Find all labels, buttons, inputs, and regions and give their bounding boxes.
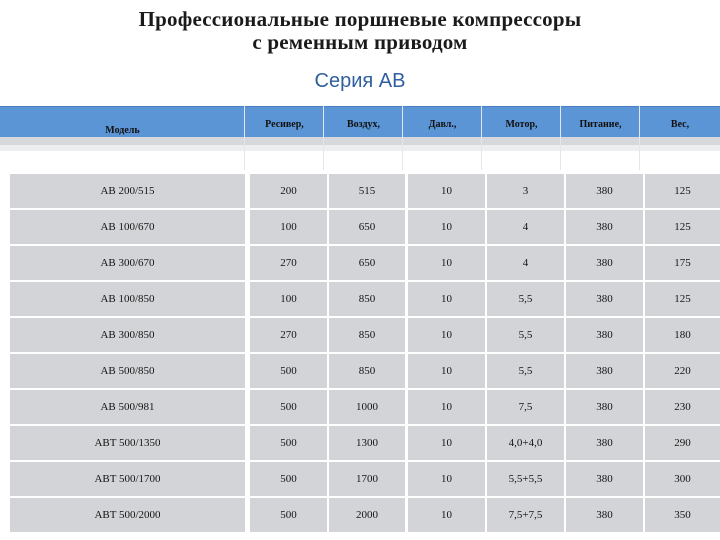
cell-power: 380 [566,210,643,244]
column-divider [402,106,403,170]
table-row [10,498,720,532]
table-row [10,246,720,280]
cell-weight: 180 [645,318,720,352]
cell-weight: 220 [645,354,720,388]
cell-motor: 7,5+7,5 [487,498,564,532]
table-row [10,318,720,352]
column-divider [639,106,640,170]
cell-motor: 5,5 [487,318,564,352]
cell-receiver: 500 [250,426,327,460]
cell-receiver: 270 [250,246,327,280]
cell-receiver: 500 [250,390,327,424]
header-weight: Вес, [670,119,690,130]
table-row [10,426,720,460]
header-air: Воздух, [346,119,381,130]
column-divider [323,106,324,170]
cell-power: 380 [566,390,643,424]
table-body [10,174,720,534]
cell-motor: 5,5 [487,354,564,388]
cell-motor: 3 [487,174,564,208]
cell-power: 380 [566,282,643,316]
table-row [10,174,720,208]
cell-air: 850 [329,282,405,316]
header-model: Модель [105,125,140,136]
header-subband [0,145,720,151]
table-row [10,462,720,496]
cell-power: 380 [566,354,643,388]
cell-air: 850 [329,318,405,352]
cell-air: 1700 [329,462,405,496]
cell-motor: 5,5+5,5 [487,462,564,496]
cell-weight: 175 [645,246,720,280]
cell-receiver: 200 [250,174,327,208]
cell-motor: 7,5 [487,390,564,424]
cell-weight: 350 [645,498,720,532]
cell-model: AB 100/670 [10,210,245,244]
cell-pressure: 10 [408,426,485,460]
cell-air: 650 [329,246,405,280]
header-pressure: Давл., [428,119,457,130]
cell-model: AB 500/981 [10,390,245,424]
cell-receiver: 500 [250,498,327,532]
cell-pressure: 10 [408,354,485,388]
cell-model: AB 100/850 [10,282,245,316]
cell-model: ABT 500/1350 [10,426,245,460]
table-row [10,210,720,244]
cell-receiver: 100 [250,282,327,316]
cell-pressure: 10 [408,462,485,496]
cell-power: 380 [566,318,643,352]
cell-weight: 125 [645,174,720,208]
table-row [10,390,720,424]
cell-motor: 4 [487,210,564,244]
column-divider [244,106,245,170]
cell-motor: 4 [487,246,564,280]
table-row [10,354,720,388]
column-divider [560,106,561,170]
table-row [10,282,720,316]
cell-air: 2000 [329,498,405,532]
header-motor: Мотор, [505,119,538,130]
title-line-2: с ременным приводом [252,30,468,54]
cell-model: AB 500/850 [10,354,245,388]
cell-receiver: 500 [250,462,327,496]
cell-motor: 5,5 [487,282,564,316]
cell-receiver: 100 [250,210,327,244]
table-header [0,106,720,138]
cell-weight: 230 [645,390,720,424]
cell-motor: 4,0+4,0 [487,426,564,460]
cell-model: ABT 500/1700 [10,462,245,496]
cell-receiver: 270 [250,318,327,352]
cell-weight: 125 [645,282,720,316]
cell-pressure: 10 [408,498,485,532]
cell-air: 1300 [329,426,405,460]
cell-air: 650 [329,210,405,244]
cell-power: 380 [566,498,643,532]
cell-weight: 300 [645,462,720,496]
cell-model: AB 300/670 [10,246,245,280]
page-title [0,8,720,54]
column-divider [481,106,482,170]
cell-power: 380 [566,426,643,460]
series-subtitle: Серия АВ [314,70,406,92]
cell-weight: 290 [645,426,720,460]
cell-pressure: 10 [408,390,485,424]
cell-model: ABT 500/2000 [10,498,245,532]
cell-power: 380 [566,462,643,496]
cell-model: AB 200/515 [10,174,245,208]
cell-pressure: 10 [408,174,485,208]
cell-receiver: 500 [250,354,327,388]
header-power: Питание, [579,119,622,130]
cell-air: 850 [329,354,405,388]
cell-pressure: 10 [408,246,485,280]
cell-pressure: 10 [408,210,485,244]
header-receiver: Ресивер, [265,119,304,130]
cell-pressure: 10 [408,282,485,316]
cell-weight: 125 [645,210,720,244]
cell-pressure: 10 [408,318,485,352]
header-band [0,137,720,145]
cell-air: 515 [329,174,405,208]
title-line-1: Профессиональные поршневые компрессоры [138,7,582,31]
cell-model: AB 300/850 [10,318,245,352]
cell-power: 380 [566,246,643,280]
cell-air: 1000 [329,390,405,424]
cell-power: 380 [566,174,643,208]
